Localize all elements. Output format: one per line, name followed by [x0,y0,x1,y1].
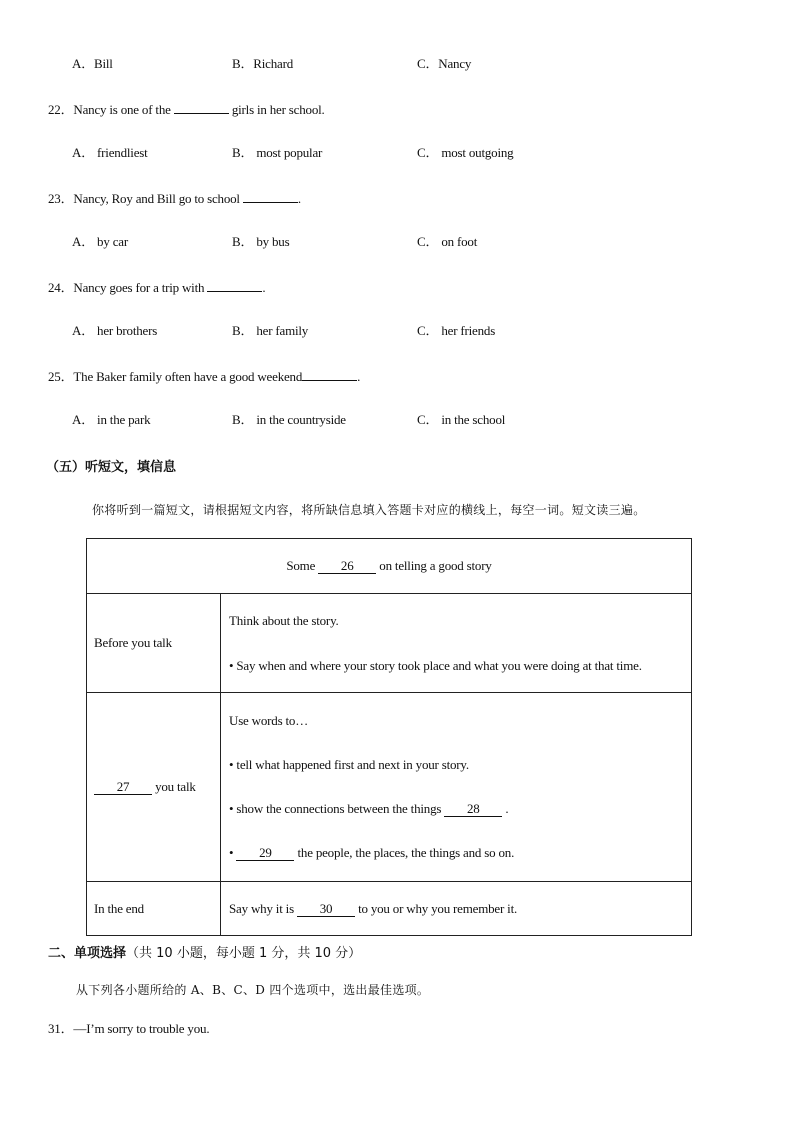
blank-26: 26 [318,558,376,574]
answer-blank [302,367,357,381]
q21-option-b: B．Richard [232,56,294,71]
question-text-before: Nancy goes for a trip with [73,280,205,295]
q22-option-b: B． most popular [232,145,323,160]
row-label-end: In the end [87,882,221,936]
answer-blank [207,278,262,292]
q24-option-b: B． her family [232,323,309,338]
line-text-after: the people, the places, the things and so on. [297,845,515,860]
q22-option-c: C． most outgoing [417,145,514,160]
content-line: • tell what happened first and next in your story. [229,757,469,772]
blank-28: 28 [444,801,502,817]
row-label-while [87,693,221,882]
line-text-after: . [505,801,509,816]
question-24 [48,278,265,296]
q22-option-a: A． friendliest [72,145,148,160]
section2-title: 二、单项选择 [48,946,127,961]
line-text-before: • show the connections between the things [229,801,442,816]
line-text-before: Say why it is [229,900,294,916]
question-25 [48,367,360,385]
row-content-before [221,594,692,693]
content-line: • Say when and where your story took place and what you were doing at that time. [229,657,642,673]
question-text-after: . [297,191,301,206]
q25-option-a: A． in the park [72,412,151,427]
row-content-end [221,882,692,936]
row-content-while [221,693,692,882]
section5-heading: （五）听短文，填信息 [46,460,177,475]
answer-blank [174,100,229,114]
question-text-after: . [357,369,361,384]
content-line: Use words to… [229,713,309,728]
q23-option-c: C． on foot [417,234,478,249]
question-number: 31． [48,1021,74,1036]
section2-instruction: 从下列各小题所给的 A、B、C、D 四个选项中，选出最佳选项。 [76,983,430,997]
question-text-before: The Baker family often have a good weekend [73,369,303,384]
question-text-after: . [262,280,266,295]
blank-27: 27 [94,779,152,795]
question-number: 25． [48,369,74,384]
section5-instruction: 你将听到一篇短文，请根据短文内容，将所缺信息填入答题卡对应的横线上，每空一词。短文读三遍。 [92,503,646,517]
question-number: 22． [48,102,74,117]
content-line [229,845,691,861]
question-text-before: Nancy, Roy and Bill go to school [73,191,240,206]
content-line: Think about the story. [229,612,339,628]
q23-option-b: B． by bus [232,234,290,249]
title-text-before: Some [286,558,316,573]
section2-heading [48,942,361,961]
q21-option-a: A．Bill [72,56,113,71]
title-text-after: on telling a good story [379,558,492,573]
q24-option-a: A． her brothers [72,323,158,338]
line-text-after: to you or why you remember it. [358,900,518,916]
question-22 [48,100,325,118]
question-31 [48,1021,209,1037]
q24-option-c: C． her friends [417,323,496,338]
answer-blank [243,189,298,203]
q25-option-b: B． in the countryside [232,412,346,427]
question-text: —I’m sorry to trouble you. [73,1021,210,1036]
question-text-after: girls in her school. [231,102,325,117]
q23-option-a: A． by car [72,234,128,249]
question-text-before: Nancy is one of the [73,102,171,117]
question-number: 23． [48,191,74,206]
question-23 [48,189,301,207]
info-table [86,538,692,936]
section2-scoring: （共 10 小题，每小题 1 分，共 10 分） [126,946,362,961]
row-label-before: Before you talk [87,594,221,693]
blank-29: 29 [236,845,294,861]
label-text: you talk [155,779,196,794]
content-line [229,801,691,817]
blank-30: 30 [297,901,355,917]
q25-option-c: C． in the school [417,412,506,427]
table-title [87,539,692,594]
q21-option-c: C．Nancy [417,56,472,71]
bullet: • [229,845,234,860]
question-number: 24． [48,280,74,295]
